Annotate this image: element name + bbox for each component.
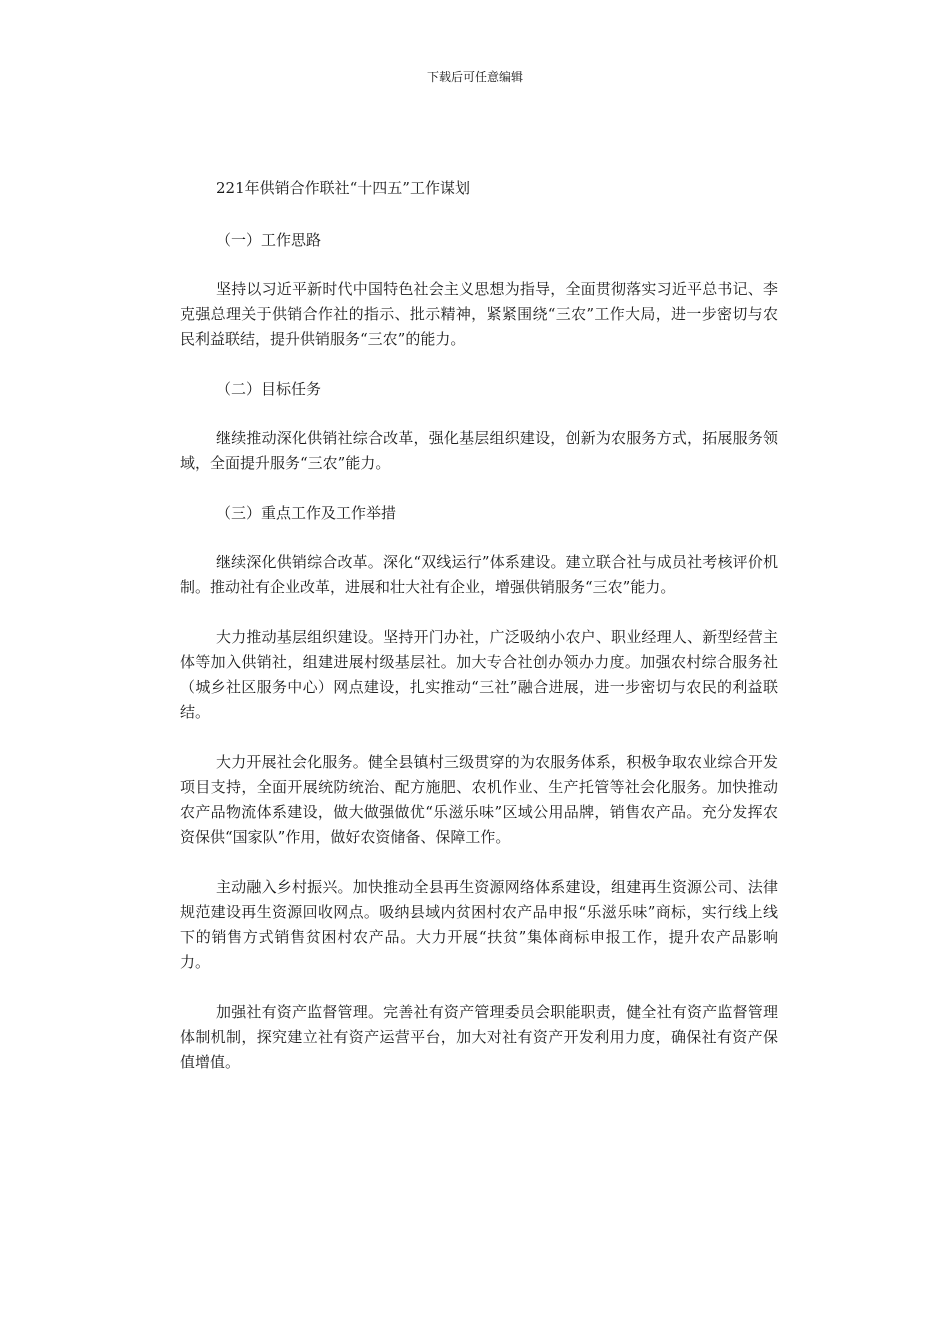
section-goals [180,377,778,476]
paragraph: 加强社有资产监督管理。完善社有资产管理委员会职能职责，健全社有资产监督管理体制机制，探究建立社有资产运营平台，加大对社有资产开发利用力度，确保社有资产保值增值。 [180,1003,778,1071]
section-heading: （一）工作思路 [216,231,322,249]
section-heading: （二）目标任务 [216,380,322,398]
page-header-note: 下载后可任意编辑 [426,70,523,84]
paragraph: 继续推动深化供销社综合改革，强化基层组织建设，创新为农服务方式，拓展服务领域，全面提升服务“三农”能力。 [180,429,778,472]
paragraph: 坚持以习近平新时代中国特色社会主义思想为指导，全面贯彻落实习近平总书记、李克强总理关于供销合作社的指示、批示精神，紧紧围绕“三农”工作大局，进一步密切与农民利益联结，提升供销服务“三农”的能力。 [180,280,778,348]
section-work-ideas [180,228,778,352]
paragraph: 继续深化供销综合改革。深化“双线运行”体系建设。建立联合社与成员社考核评价机制。推动社有企业改革，进展和壮大社有企业，增强供销服务“三农”能力。 [180,553,778,596]
document-title: 221年供销合作联社“十四五”工作谋划 [216,179,470,197]
paragraph: 大力开展社会化服务。健全县镇村三级贯穿的为农服务体系，积极争取农业综合开发项目支持，全面开展统防统治、配方施肥、农机作业、生产托管等社会化服务。加快推动农产品物流体系建设，做大做强做优“乐滋乐味”区域公用品牌，销售农产品。充分发挥农资保供“国家队”作用，做好农资储备、保障工作。 [180,753,778,846]
section-heading: （三）重点工作及工作举措 [216,504,397,522]
section-key-work [180,501,778,1075]
paragraph: 主动融入乡村振兴。加快推动全县再生资源网络体系建设，组建再生资源公司、法律规范建设再生资源回收网点。吸纳县域内贫困村农产品申报“乐滋乐味”商标，实行线上线下的销售方式销售贫困村农产品。大力开展“扶贫”集体商标申报工作，提升农产品影响力。 [180,878,778,971]
paragraph: 大力推动基层组织建设。坚持开门办社，广泛吸纳小农户、职业经理人、新型经营主体等加入供销社，组建进展村级基层社。加大专合社创办领办力度。加强农村综合服务社（城乡社区服务中心）网点建设，扎实推动“三社”融合进展，进一步密切与农民的利益联结。 [180,628,778,721]
document-body [180,176,778,1100]
